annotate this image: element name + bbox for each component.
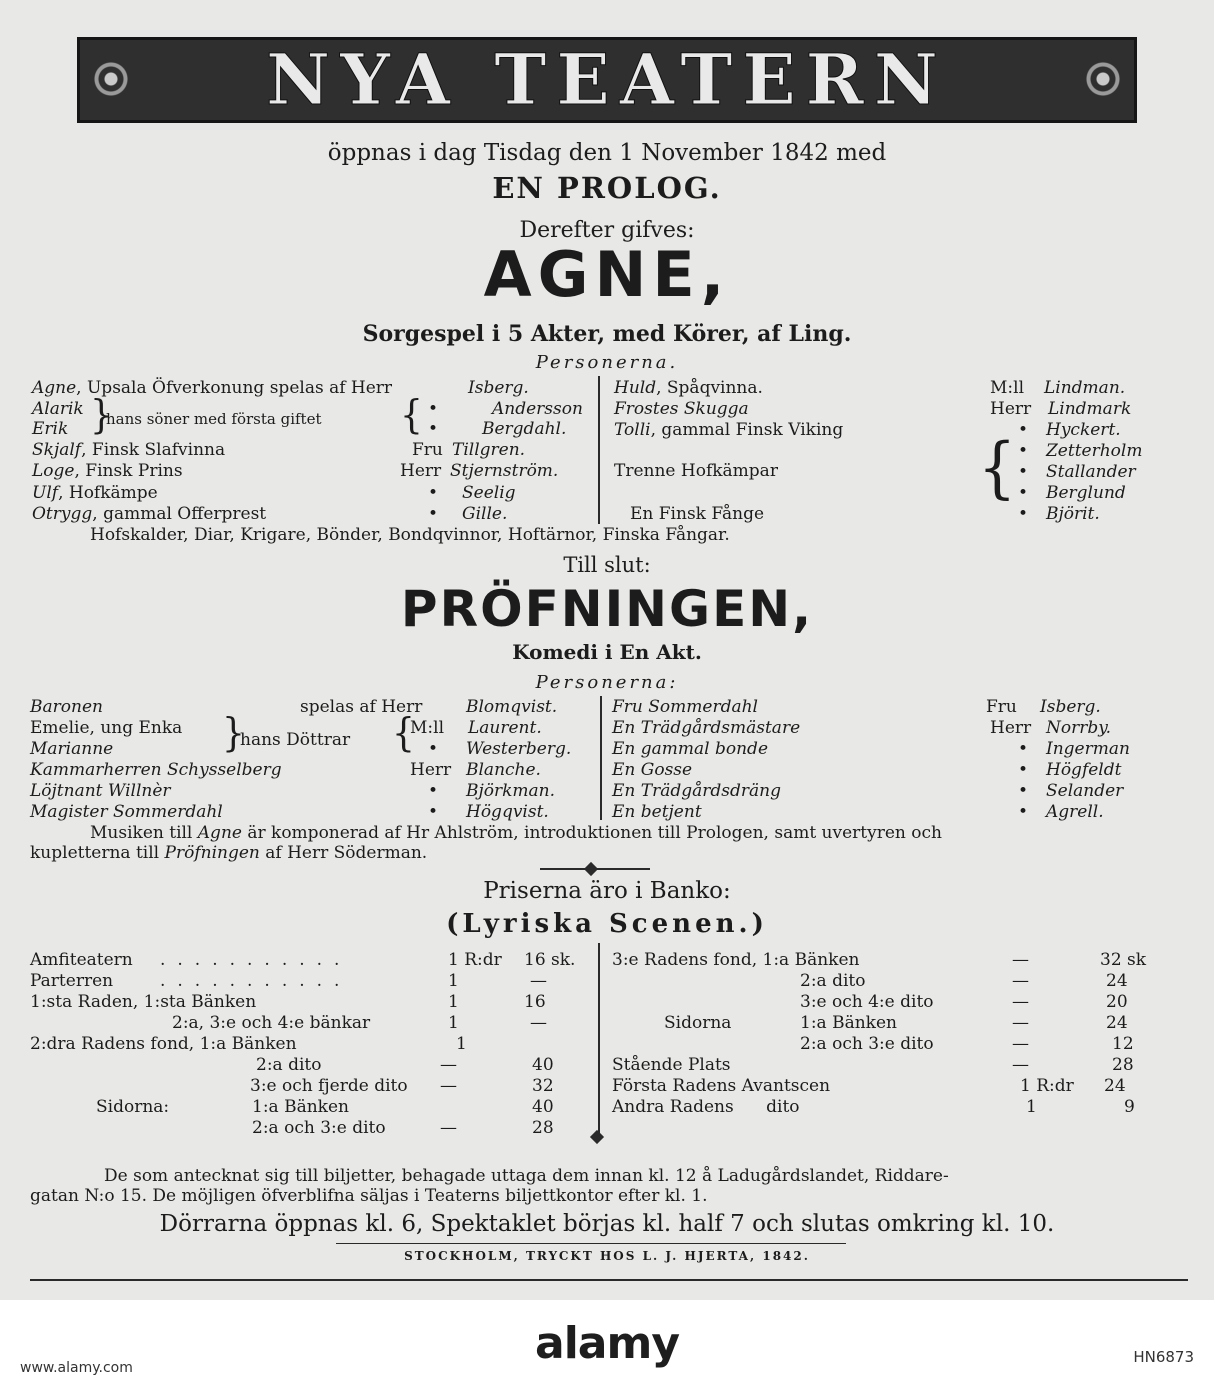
ditto-mark: • xyxy=(428,399,439,419)
cast-divider xyxy=(598,376,600,524)
cast-role: Fru Sommerdahl xyxy=(612,697,758,717)
price-label: 1:a Bänken xyxy=(800,1013,897,1033)
cast-actor: Stjernström. xyxy=(450,461,559,481)
music-note-2: kupletterna till Pröfningen af Herr Söderman. xyxy=(30,843,428,863)
price-label: 2:a och 3:e dito xyxy=(800,1034,934,1054)
play2-title: PRÖFNINGEN, xyxy=(400,580,814,638)
cast-actor: Ingerman xyxy=(1046,739,1130,759)
sidorna-label: Sidorna xyxy=(664,1013,732,1033)
leader-dots: ........... xyxy=(160,971,352,991)
cast-row: Huld, Spåqvinna. xyxy=(614,378,763,398)
cast-role: Marianne xyxy=(30,739,114,759)
price-rdr: — xyxy=(440,1118,457,1138)
music-note: Musiken till Agne är komponerad af Hr Ahlström, introduktionen till Prologen, samt uvertyren och xyxy=(90,823,942,843)
scene-heading: (Lyriska Scenen.) xyxy=(446,909,768,939)
ditto-mark: • xyxy=(1018,781,1029,801)
ditto-mark: • xyxy=(1018,420,1029,440)
price-sk: 24 xyxy=(1106,971,1128,991)
price-label: 3:e Radens fond, 1:a Bänken xyxy=(612,950,860,970)
cast-actor: Andersson xyxy=(492,399,583,419)
play1-cast-heading: Personerna. xyxy=(535,352,679,373)
ditto-mark: • xyxy=(1018,441,1029,461)
cast-actor: Berglund xyxy=(1046,483,1126,503)
cast-actor: Björkman. xyxy=(466,781,556,801)
cast-role: En gammal bonde xyxy=(612,739,769,759)
cast-actor: Gille. xyxy=(462,504,508,524)
ditto-mark: • xyxy=(1018,739,1029,759)
cast-row: Agne, Upsala Öfverkonung spelas af Herr xyxy=(32,378,393,398)
cast-role: En betjent xyxy=(612,802,702,822)
ditto-mark: • xyxy=(428,802,439,822)
prolog-title: EN PROLOG. xyxy=(492,171,722,205)
cast-actor: Agrell. xyxy=(1046,802,1104,822)
price-sk: 9 xyxy=(1124,1097,1135,1117)
price-label: Amfiteatern xyxy=(30,950,133,970)
play1-intro: Derefter gifves: xyxy=(519,218,695,243)
ticket-note-1: De som antecknat sig till biljetter, behagade uttaga dem innan kl. 12 å Ladugårdslandet, Riddare- xyxy=(104,1166,949,1186)
cast-row: Loge, Finsk Prins xyxy=(32,461,183,481)
cast-divider xyxy=(600,696,602,820)
price-sk: 28 xyxy=(1112,1055,1134,1075)
ditto-mark: • xyxy=(1018,462,1029,482)
extras-line: Hofskalder, Diar, Krigare, Bönder, Bondqvinnor, Hoftärnor, Finska Fångar. xyxy=(90,525,730,545)
price-label: Parterren xyxy=(30,971,114,991)
cast-honorific: Herr xyxy=(410,760,452,780)
price-label: 3:e och 4:e dito xyxy=(800,992,934,1012)
price-label: 1:sta Raden, 1:sta Bänken xyxy=(30,992,257,1012)
price-label: Stående Plats xyxy=(612,1055,731,1075)
ditto-mark: • xyxy=(428,419,439,439)
ditto-mark: • xyxy=(428,781,439,801)
cast-role: En Finsk Fånge xyxy=(630,504,765,524)
cast-role: En Gosse xyxy=(612,760,693,780)
cast-actor: Hyckert. xyxy=(1046,420,1121,440)
ditto-mark: • xyxy=(1018,483,1029,503)
theatre-title: NYA TEATERN xyxy=(266,38,948,121)
ditto-mark: • xyxy=(1018,760,1029,780)
price-label: 2:a, 3:e och 4:e bänkar xyxy=(172,1013,371,1033)
cast-actor: Tillgren. xyxy=(452,440,526,460)
diamond-icon xyxy=(590,1130,604,1144)
price-rdr: — xyxy=(1012,1034,1029,1054)
price-rdr: 1 xyxy=(456,1034,467,1054)
cast-role: Kammarherren Schysselberg xyxy=(30,760,282,780)
cast-role: Emelie, ung Enka xyxy=(30,718,183,738)
price-label: 2:a dito xyxy=(256,1055,322,1075)
play1-title: AGNE, xyxy=(483,238,731,311)
price-rdr: 1 xyxy=(448,971,459,991)
play2-cast-heading: Personerna: xyxy=(535,672,679,693)
price-sk: 16 xyxy=(524,992,546,1012)
price-rdr: 1 xyxy=(448,992,459,1012)
cast-role: Alarik xyxy=(32,399,84,419)
price-rdr: — xyxy=(1012,950,1029,970)
price-label: 2:a dito xyxy=(800,971,866,991)
prices-heading: Priserna äro i Banko: xyxy=(483,878,731,904)
price-sk: 12 xyxy=(1112,1034,1134,1054)
price-sk: 40 xyxy=(532,1097,554,1117)
price-sk: 24 xyxy=(1106,1013,1128,1033)
price-label: Första Radens Avantscen xyxy=(612,1076,831,1096)
diamond-icon xyxy=(584,862,598,876)
price-label: 2:dra Radens fond, 1:a Bänken xyxy=(30,1034,297,1054)
cast-row: Ulf, Hofkämpe xyxy=(32,483,158,503)
price-rdr: — xyxy=(1012,971,1029,991)
stock-url: www.alamy.com xyxy=(20,1360,133,1376)
sidorna-label: Sidorna: xyxy=(96,1097,170,1117)
printer-line: STOCKHOLM, TRYCKT HOS L. J. HJERTA, 1842. xyxy=(404,1249,810,1263)
cast-actor: Björit. xyxy=(1046,504,1100,524)
price-label: 3:e och fjerde dito xyxy=(250,1076,408,1096)
cast-actor: Högfeldt xyxy=(1046,760,1122,780)
brace-icon: { xyxy=(392,710,415,756)
ticket-note-2: gatan N:o 15. De möjligen öfverblifna säljas i Teaterns biljettkontor efter kl. 1. xyxy=(30,1186,708,1206)
cast-actor: Westerberg. xyxy=(466,739,572,759)
cast-honorific: Herr xyxy=(400,461,442,481)
bottom-rule xyxy=(30,1279,1188,1281)
price-rdr: — xyxy=(440,1076,457,1096)
play2-subtitle: Komedi i En Akt. xyxy=(512,640,702,664)
price-sk: 24 xyxy=(1104,1076,1126,1096)
ditto-mark: • xyxy=(428,504,439,524)
ditto-mark: • xyxy=(428,483,439,503)
stock-watermark-bar xyxy=(0,1300,1214,1390)
cast-actor: Stallander xyxy=(1046,462,1136,482)
ditto-mark: • xyxy=(1018,504,1029,524)
brothers-note: hans söner med första giftet xyxy=(106,410,322,428)
price-sk: 32 sk xyxy=(1100,950,1147,970)
cast-role: Löjtnant Willnèr xyxy=(30,781,171,801)
cast-actor: Seelig xyxy=(462,483,516,503)
price-sk: 16 sk. xyxy=(524,950,576,970)
brace-icon: } xyxy=(90,392,113,438)
price-rdr: 1 xyxy=(448,1013,459,1033)
price-rdr: — xyxy=(1012,992,1029,1012)
cast-honorific: Herr xyxy=(990,718,1032,738)
opening-line: öppnas i dag Tisdag den 1 November 1842 med xyxy=(327,140,887,166)
price-sk: 20 xyxy=(1106,992,1128,1012)
cast-honorific: Fru xyxy=(412,440,443,460)
cast-actor: Högqvist. xyxy=(466,802,549,822)
cast-actor: Blomqvist. xyxy=(466,697,558,717)
brace-icon: { xyxy=(978,429,1017,507)
cast-honorific: Herr xyxy=(990,399,1032,419)
prices-divider xyxy=(598,943,600,1135)
cast-actor: Isberg. xyxy=(1040,697,1101,717)
price-rdr: 1 xyxy=(1026,1097,1037,1117)
price-sk: — xyxy=(530,1013,547,1033)
cast-honorific: M:ll xyxy=(990,378,1025,398)
price-rdr: 1 R:dr xyxy=(1020,1076,1074,1096)
cast-role: Magister Sommerdahl xyxy=(30,802,223,822)
ditto-mark: • xyxy=(428,739,439,759)
brace-icon: { xyxy=(400,392,423,438)
cast-actor: Laurent. xyxy=(468,718,542,738)
price-rdr: — xyxy=(440,1055,457,1075)
door-times: Dörrarna öppnas kl. 6, Spektaklet börjas kl. half 7 och slutas omkring kl. 10. xyxy=(159,1211,1055,1237)
cast-desc: spelas af Herr xyxy=(300,697,423,717)
cast-row: Skjalf, Finsk Slafvinna xyxy=(32,440,226,460)
hofkampar-label: Trenne Hofkämpar xyxy=(614,461,778,481)
play2-intro: Till slut: xyxy=(563,553,651,577)
cast-role: Erik xyxy=(32,419,69,439)
cast-actor: Isberg. xyxy=(468,378,529,398)
title-banner xyxy=(77,37,1137,123)
price-sk: 40 xyxy=(532,1055,554,1075)
stock-logo: alamy xyxy=(535,1318,679,1369)
price-label: Andra Radens dito xyxy=(612,1097,800,1117)
price-rdr: — xyxy=(1012,1013,1029,1033)
leader-dots: ........... xyxy=(160,950,352,970)
cast-role: Baronen xyxy=(30,697,103,717)
cast-actor: Selander xyxy=(1046,781,1124,801)
price-sk: 28 xyxy=(532,1118,554,1138)
brace-icon: } xyxy=(222,710,245,756)
cast-actor: Zetterholm xyxy=(1046,441,1143,461)
cast-actor: Lindman. xyxy=(1044,378,1126,398)
price-label: 2:a och 3:e dito xyxy=(252,1118,386,1138)
daughters-note: hans Döttrar xyxy=(240,730,351,750)
cast-honorific: Fru xyxy=(986,697,1017,717)
cast-honorific: M:ll xyxy=(410,718,445,738)
cast-actor: Lindmark xyxy=(1048,399,1132,419)
cast-role: En Trädgårdsdräng xyxy=(612,781,781,801)
cast-role: Frostes Skugga xyxy=(614,399,749,419)
cast-row: Otrygg, gammal Offerprest xyxy=(32,504,267,524)
stock-image-id: HN6873 xyxy=(1133,1348,1194,1366)
price-rdr: — xyxy=(1012,1055,1029,1075)
price-sk: 32 xyxy=(532,1076,554,1096)
ditto-mark: • xyxy=(1018,802,1029,822)
printer-rule xyxy=(336,1243,846,1244)
cast-row: Tolli, gammal Finsk Viking xyxy=(614,420,844,440)
cast-role: En Trädgårdsmästare xyxy=(612,718,801,738)
price-sk: — xyxy=(530,971,547,991)
cast-actor: Blanche. xyxy=(466,760,541,780)
play1-subtitle: Sorgespel i 5 Akter, med Körer, af Ling. xyxy=(362,321,852,347)
cast-actor: Bergdahl. xyxy=(482,419,567,439)
price-label: 1:a Bänken xyxy=(252,1097,349,1117)
price-rdr: 1 R:dr xyxy=(448,950,502,970)
cast-actor: Norrby. xyxy=(1046,718,1111,738)
